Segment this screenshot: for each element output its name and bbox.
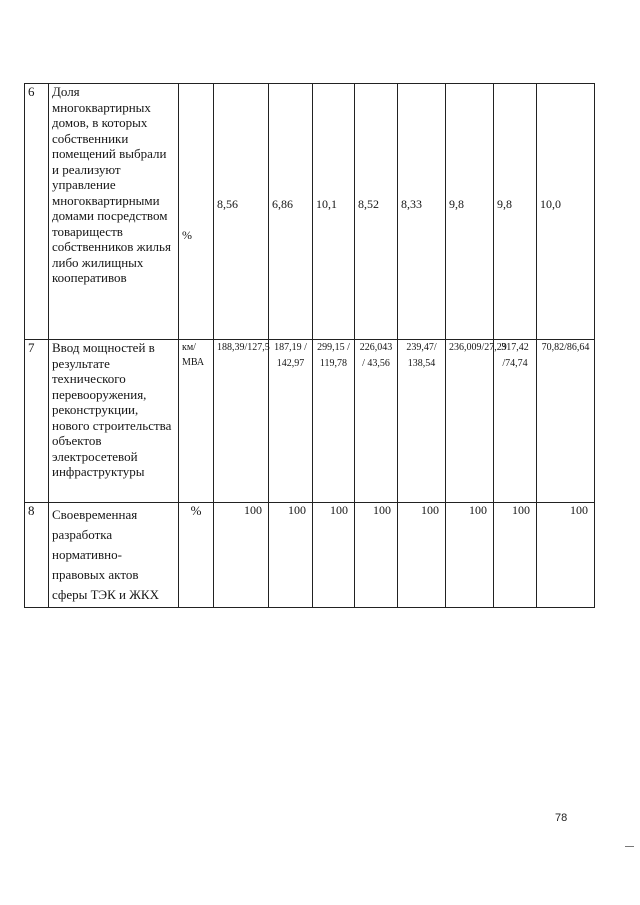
value-cell <box>313 84 355 340</box>
scan-edge-mark <box>625 846 634 847</box>
value-cell: 100 <box>269 503 313 608</box>
value-cell: 299,15 / 119,78 <box>313 340 355 503</box>
value-cell: 100 <box>214 503 269 608</box>
value-text: 6,86 <box>272 197 293 211</box>
value-text: 8,56 <box>217 197 238 211</box>
value-text: 10,0 <box>540 197 561 211</box>
value-cell: 187,19 / 142,97 <box>269 340 313 503</box>
value-text: 9,8 <box>449 197 464 211</box>
value-cell: 239,47/ 138,54 <box>398 340 446 503</box>
table-row <box>25 84 595 340</box>
value-cell: 100 <box>398 503 446 608</box>
value-cell: 100 <box>446 503 494 608</box>
unit-label: % <box>179 503 214 608</box>
value-cell <box>398 84 446 340</box>
value-text: 8,52 <box>358 197 379 211</box>
indicator-name: Ввод мощностей в результате технического перевооружения, реконструкции, нового строительства объектов электросетевой инфраструктуры <box>49 340 179 503</box>
row-number: 6 <box>25 84 49 340</box>
value-cell: 188,39/127,5 <box>214 340 269 503</box>
value-text: 8,33 <box>401 197 422 211</box>
unit-label: км/ МВА <box>179 340 214 503</box>
page-number: 78 <box>555 812 568 824</box>
value-cell <box>214 84 269 340</box>
value-cell: 226,043 / 43,56 <box>355 340 398 503</box>
value-cell: 317,42 /74,74 <box>494 340 537 503</box>
indicator-name: Своевременная разработка нормативно-правовых актов сферы ТЭК и ЖКХ <box>49 503 179 608</box>
row-number: 7 <box>25 340 49 503</box>
indicator-name: Доля многоквартирных домов, в которых собственники помещений выбрали и реализуют управление многоквартирными домами посредством товариществ собственников жилья либо жилищных кооперативов <box>49 84 179 340</box>
unit-label: % <box>182 228 192 242</box>
table-row <box>25 340 595 503</box>
indicators-table <box>24 83 595 608</box>
value-cell: 100 <box>537 503 595 608</box>
value-cell <box>494 84 537 340</box>
table-row <box>25 503 595 608</box>
value-cell: 236,009/27,29 <box>446 340 494 503</box>
value-cell <box>446 84 494 340</box>
row-number: 8 <box>25 503 49 608</box>
value-text: 10,1 <box>316 197 337 211</box>
value-cell: 100 <box>355 503 398 608</box>
value-cell <box>537 84 595 340</box>
unit-cell <box>179 84 214 340</box>
value-cell: 100 <box>494 503 537 608</box>
value-cell: 70,82/86,64 <box>537 340 595 503</box>
value-cell <box>269 84 313 340</box>
value-cell <box>355 84 398 340</box>
value-cell: 100 <box>313 503 355 608</box>
value-text: 9,8 <box>497 197 512 211</box>
